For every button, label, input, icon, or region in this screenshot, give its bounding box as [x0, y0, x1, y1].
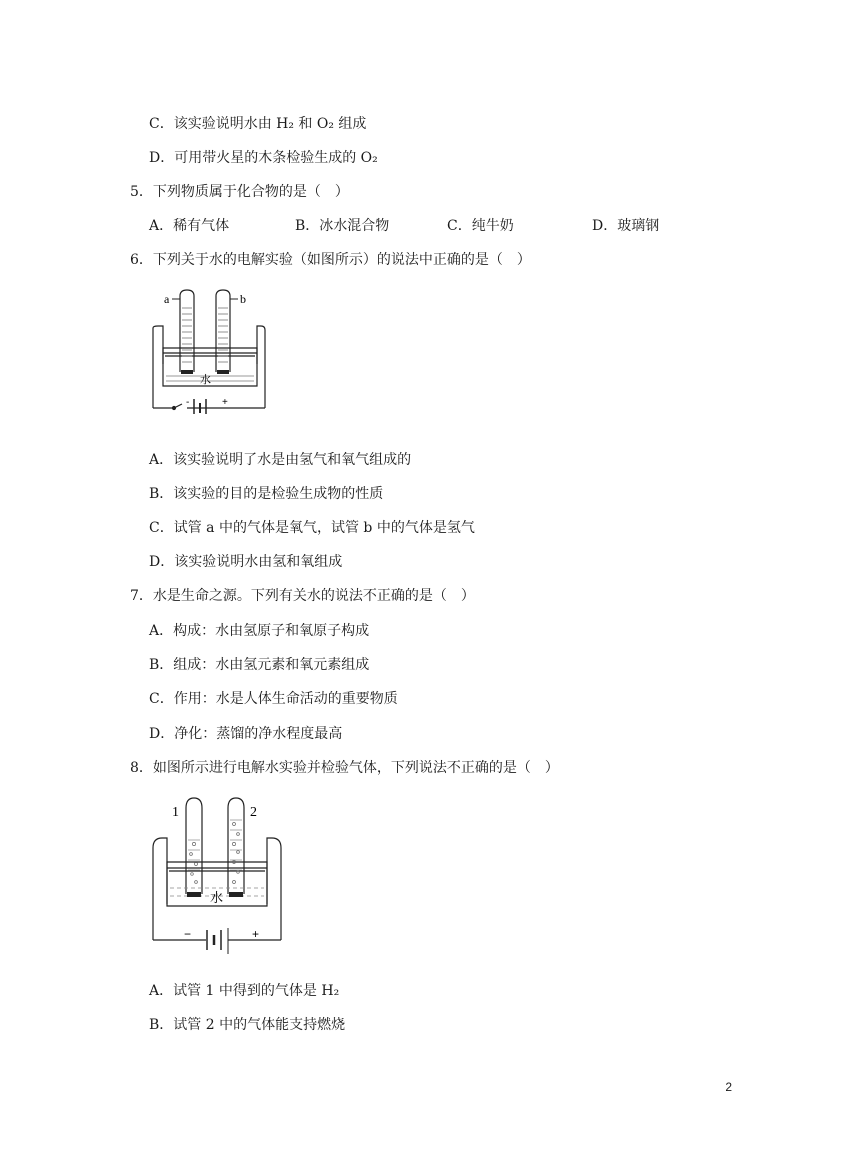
- plus-label: +: [252, 927, 260, 941]
- minus-label: −: [184, 927, 192, 941]
- page-number: 2: [725, 1080, 732, 1094]
- electrolysis-figure-1: [150, 286, 270, 414]
- label-b: b: [240, 292, 246, 306]
- q7-option-a: A．构成：水由氢原子和氧原子构成: [149, 623, 370, 639]
- q5-option-a: A．稀有气体: [149, 218, 230, 234]
- q8-option-b: B．试管 2 中的气体能支持燃烧: [149, 1017, 346, 1033]
- label-2: 2: [250, 805, 257, 820]
- q6-option-c: C．试管 a 中的气体是氧气，试管 b 中的气体是氢气: [149, 520, 475, 536]
- q7-option-d: D．净化：蒸馏的净水程度最高: [149, 726, 343, 742]
- label-a: a: [164, 292, 170, 306]
- q5-option-d: D．玻璃钢: [592, 218, 660, 234]
- q6-option-b: B．该实验的目的是检验生成物的性质: [149, 486, 384, 502]
- question-5: 5．下列物质属于化合物的是（ ）: [130, 184, 349, 200]
- option-c-prev: C．该实验说明水由 H₂ 和 O₂ 组成: [149, 116, 367, 132]
- q6-option-a: A．该实验说明了水是由氢气和氧气组成的: [149, 452, 412, 468]
- q6-option-d: D．该实验说明水由氢和氧组成: [149, 554, 343, 570]
- q5-option-b: B．冰水混合物: [295, 218, 390, 234]
- plus-label: +: [222, 397, 228, 408]
- q7-option-c: C．作用：水是人体生命活动的重要物质: [149, 691, 398, 707]
- water-label: 水: [210, 891, 224, 906]
- q7-option-b: B．组成：水由氢元素和氧元素组成: [149, 657, 370, 673]
- electrolysis-figure-2: [150, 794, 286, 960]
- minus-label: -: [186, 397, 190, 408]
- label-1: 1: [172, 805, 179, 820]
- question-7: 7．水是生命之源。下列有关水的说法不正确的是（ ）: [130, 588, 475, 604]
- question-8: 8．如图所示进行电解水实验并检验气体，下列说法不正确的是（ ）: [130, 760, 559, 776]
- option-d-prev: D．可用带火星的木条检验生成的 O₂: [149, 150, 378, 166]
- q8-option-a: A．试管 1 中得到的气体是 H₂: [149, 983, 340, 999]
- water-label: 水: [200, 373, 211, 386]
- q5-option-c: C．纯牛奶: [447, 218, 514, 234]
- question-6: 6．下列关于水的电解实验（如图所示）的说法中正确的是（ ）: [130, 252, 531, 268]
